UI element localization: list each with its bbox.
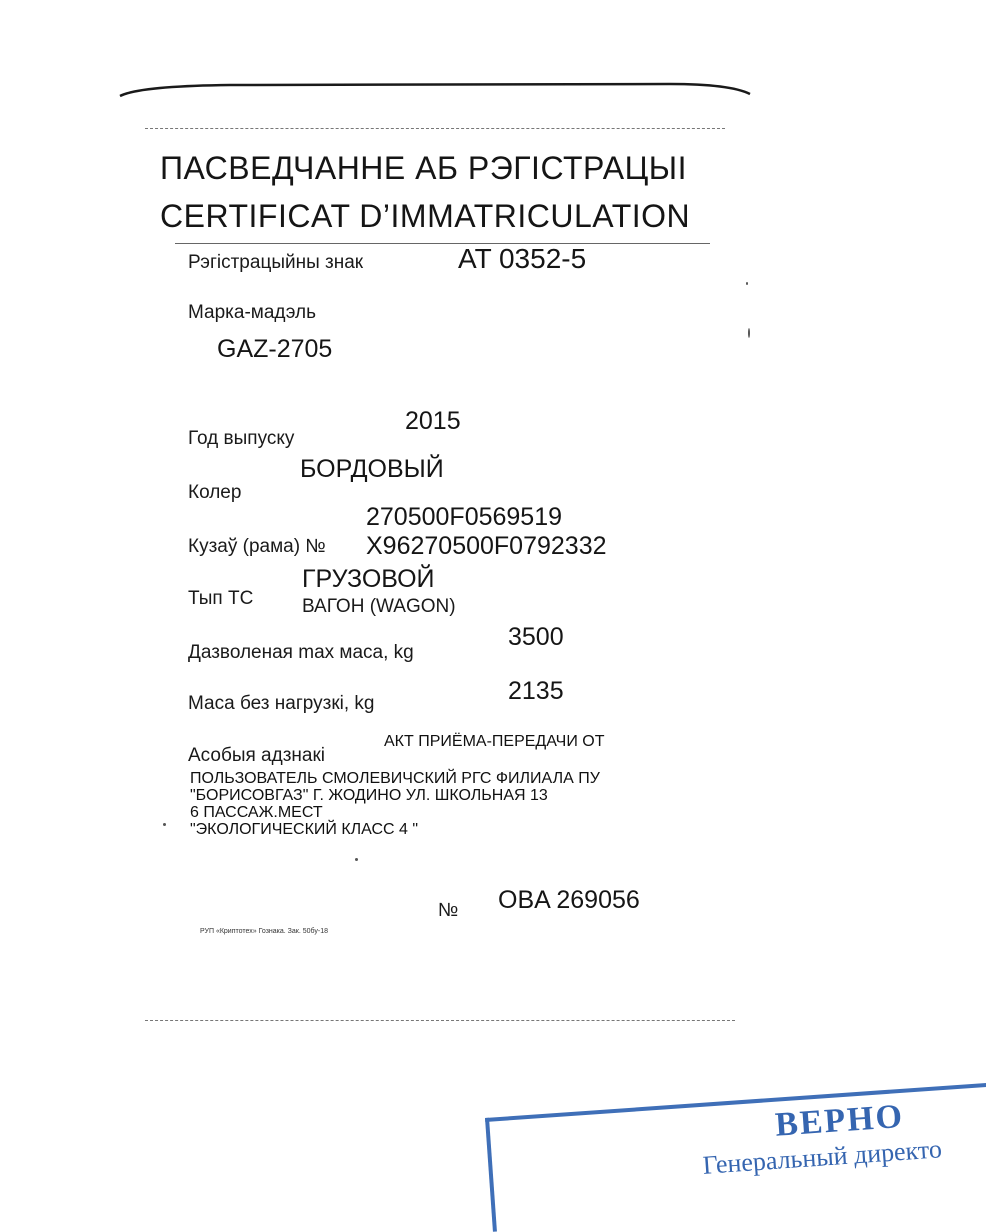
title-french: CERTIFICAT D’IMMATRICULATION — [160, 198, 691, 234]
stamp-title: ВЕРНО — [773, 1097, 906, 1144]
max-mass-label: Дазволеная max маса, kg — [188, 642, 414, 663]
verified-stamp — [485, 1081, 986, 1231]
vehicle-type-label: Тып ТС — [188, 588, 254, 609]
special-marks-overprint: АКТ ПРИЁМА-ПЕРЕДАЧИ ОТ — [384, 733, 605, 750]
color-value: БОРДОВЫЙ — [300, 455, 444, 483]
special-marks-line: 6 ПАССАЖ.МЕСТ — [190, 804, 323, 821]
bottom-dashed-line — [145, 1020, 735, 1021]
scan-speck — [748, 328, 750, 338]
scan-speck — [163, 823, 166, 826]
vehicle-type-value-2: ВАГОН (WAGON) — [302, 596, 456, 617]
printer-imprint: РУП «Криптотех» Гознака. Зак. 50бу-18 — [200, 928, 329, 935]
vehicle-type-value-1: ГРУЗОВОЙ — [302, 565, 435, 593]
title-belarusian: ПАСВЕДЧАННЕ АБ РЭГІСТРАЦЫІ — [160, 150, 687, 186]
scan-speck — [355, 858, 358, 861]
make-model-label: Марка-мадэль — [188, 302, 316, 323]
year-value: 2015 — [405, 407, 461, 435]
stamp-signatory: Генеральный директо — [701, 1134, 943, 1180]
unladen-mass-value: 2135 — [508, 677, 564, 705]
special-marks-line: ПОЛЬЗОВАТЕЛЬ СМОЛЕВИЧСКИЙ РГС ФИЛИАЛА ПУ — [190, 770, 600, 787]
top-dashed-line — [145, 128, 725, 129]
unladen-mass-label: Маса без нагрузкі, kg — [188, 693, 375, 714]
title-underline — [175, 243, 710, 244]
body-number-value-1: 270500F0569519 — [366, 503, 563, 531]
year-label: Год выпуску — [188, 428, 295, 449]
scan-speck — [746, 282, 748, 285]
body-number-label: Кузаў (рама) № — [188, 536, 326, 557]
registration-label: Рэгістрацыйны знак — [188, 252, 364, 273]
special-marks-label: Асобыя адзнакі — [188, 745, 326, 766]
document-number-value: OBA 269056 — [498, 886, 640, 914]
color-label: Колер — [188, 482, 242, 503]
registration-value: AT 0352-5 — [458, 243, 587, 274]
special-marks-line: "БОРИСОВГАЗ" Г. ЖОДИНО УЛ. ШКОЛЬНАЯ 13 — [190, 787, 548, 804]
make-model-value: GAZ-2705 — [217, 335, 333, 363]
document-number-label: № — [438, 900, 459, 921]
top-edge-line — [110, 78, 770, 108]
special-marks-line: "ЭКОЛОГИЧЕСКИЙ КЛАСС 4 " — [190, 821, 419, 838]
body-number-value-2: X96270500F0792332 — [366, 532, 607, 560]
max-mass-value: 3500 — [508, 623, 564, 651]
